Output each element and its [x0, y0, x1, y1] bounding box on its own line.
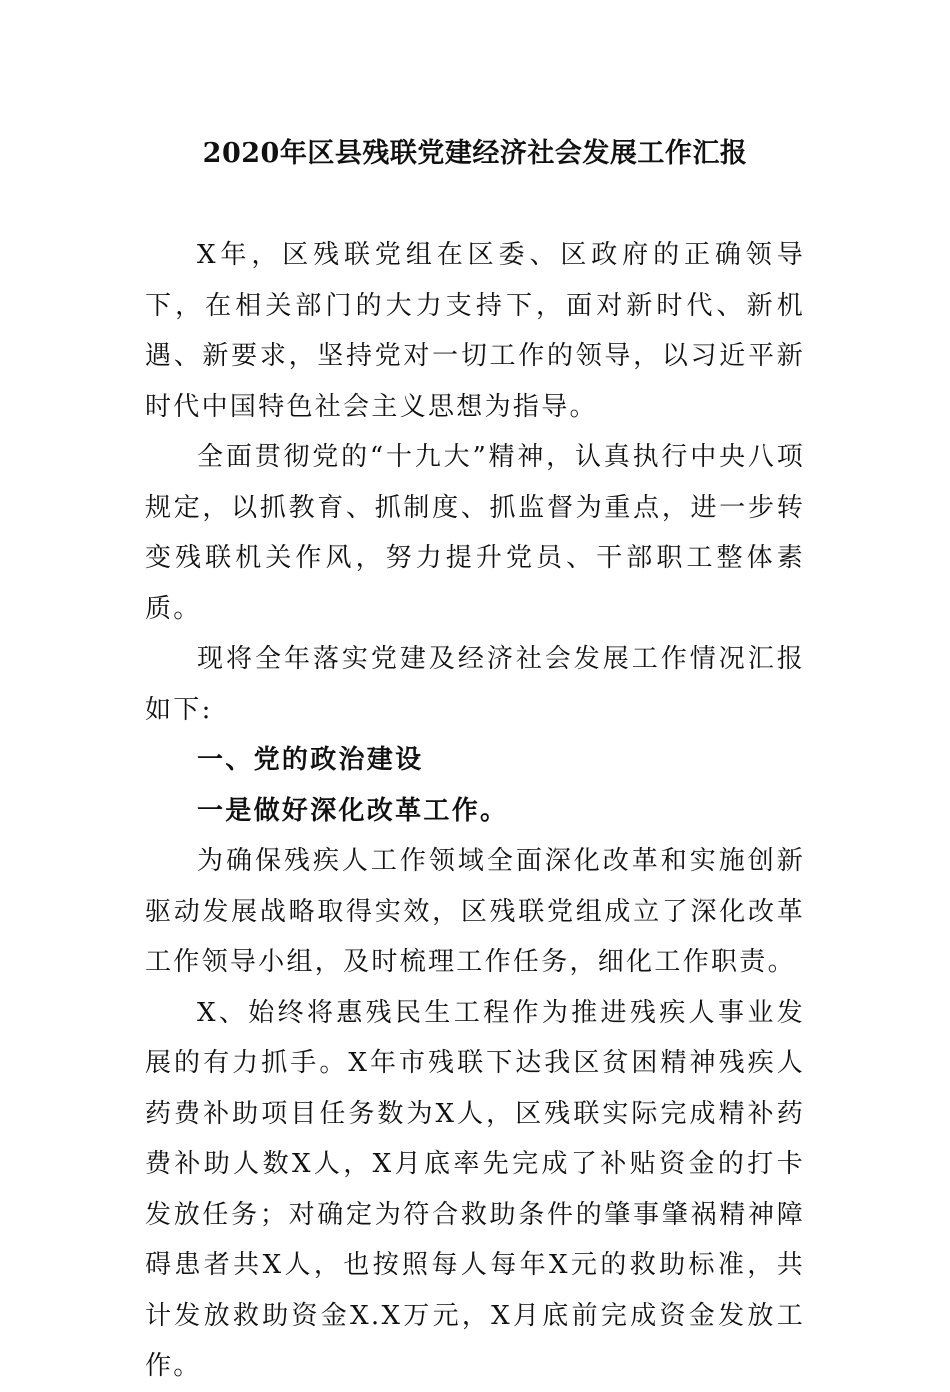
paragraph-livelihood-project: X、始终将惠残民生工程作为推进残疾人事业发展的有力抓手。X年市残联下达我区贫困精神残疾人药费补助项目任务数为X人，区残联实际完成精补药费补助人数X人，X月底率先完成了补贴资金的打卡发放任务；对确定为符合救助条件的肇事肇祸精神障碍患者共X人，也按照每人每年X元的救助标准，共计发放救助资金X.X万元，X月底前完成资金发放工作。 — [145, 997, 805, 1381]
paragraph-implementation: 全面贯彻党的“十九大”精神，认真执行中央八项规定，以抓教育、抓制度、抓监督为重点，进一步转变残联机关作风，努力提升党员、干部职工整体素质。 — [145, 442, 805, 624]
paragraph-report-lead: 现将全年落实党建及经济社会发展工作情况汇报如下: — [145, 644, 805, 725]
section-heading-political-construction: 一、党的政治建设 — [197, 745, 424, 775]
paragraph-reform-group: 为确保残疾人工作领域全面深化改革和实施创新驱动发展战略取得实效，区残联党组成立了深化改革工作领导小组，及时梳理工作任务，细化工作职责。 — [145, 846, 805, 977]
subsection-heading-deepening-reform: 一是做好深化改革工作。 — [197, 795, 509, 826]
document-body — [145, 230, 805, 1392]
document-title: 2020年区县残联党建经济社会发展工作汇报 — [202, 138, 748, 169]
paragraph-intro: X年，区残联党组在区委、区政府的正确领导下，在相关部门的大力支持下，面对新时代、新机遇、新要求，坚持党对一切工作的领导，以习近平新时代中国特色社会主义思想为指导。 — [145, 240, 805, 422]
